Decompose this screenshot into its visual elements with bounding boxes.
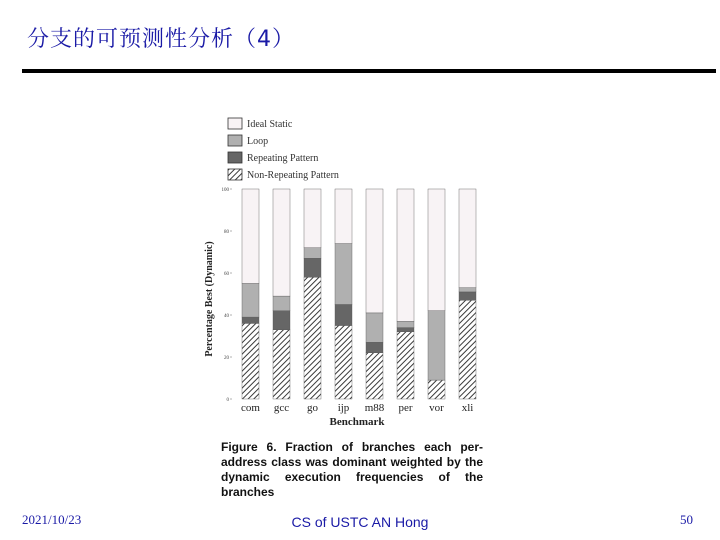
bar-go-repeating-pattern <box>304 258 321 277</box>
x-tick-label-vor: vor <box>429 402 444 414</box>
legend-label-non-repeating-pattern: Non-Repeating Pattern <box>247 170 339 181</box>
bar-per-ideal-static <box>397 189 414 321</box>
bar-m88-non-repeating-pattern <box>366 353 383 399</box>
y-axis <box>222 188 233 403</box>
x-tick-label-com: com <box>241 402 260 414</box>
figure-caption: Figure 6. Fraction of branches each per-address class was dominant weighted by the dynamic execution frequencies of the branches <box>221 440 483 499</box>
bar-xli-repeating-pattern <box>459 292 476 300</box>
bar-per-non-repeating-pattern <box>397 332 414 399</box>
footer-date: 2021/10/23 <box>22 512 82 527</box>
page-number: 50 <box>680 512 693 527</box>
bar-go-ideal-static <box>304 189 321 248</box>
legend <box>228 118 339 181</box>
bar-per-loop <box>397 321 414 327</box>
bar-ijp-ideal-static <box>335 189 352 244</box>
y-tick-label: 40 <box>224 314 229 319</box>
legend-label-loop: Loop <box>247 136 269 147</box>
legend-swatch-ideal-static <box>228 118 242 129</box>
bar-per-repeating-pattern <box>397 328 414 332</box>
x-tick-label-per: per <box>398 402 413 414</box>
y-tick-label: 100 <box>221 188 229 193</box>
bar-com-ideal-static <box>242 189 259 284</box>
bar-vor-non-repeating-pattern <box>428 380 445 399</box>
bar-gcc-non-repeating-pattern <box>273 330 290 399</box>
y-tick-label: 0 <box>226 398 229 403</box>
bar-m88-repeating-pattern <box>366 342 383 353</box>
bar-ijp-non-repeating-pattern <box>335 326 352 400</box>
title-rule <box>22 69 716 73</box>
y-axis-label: Percentage Best (Dynamic) <box>204 241 215 357</box>
bar-ijp-loop <box>335 244 352 305</box>
bar-m88-ideal-static <box>366 189 383 313</box>
x-tick-label-xli: xli <box>461 402 474 414</box>
bar-go-loop <box>304 248 321 258</box>
bar-xli-non-repeating-pattern <box>459 300 476 399</box>
bar-xli-ideal-static <box>459 189 476 288</box>
bar-go-non-repeating-pattern <box>304 277 321 399</box>
bars <box>242 189 476 399</box>
x-tick-label-go: go <box>307 402 318 414</box>
bar-xli-loop <box>459 288 476 292</box>
y-tick-label: 80 <box>224 230 229 235</box>
x-tick-label-m88: m88 <box>364 402 385 414</box>
x-axis-label: Benchmark <box>329 416 385 428</box>
y-tick-label: 20 <box>224 356 229 361</box>
legend-swatch-repeating-pattern <box>228 152 242 163</box>
legend-swatch-loop <box>228 135 242 146</box>
x-tick-label-gcc: gcc <box>273 402 290 414</box>
bar-vor-ideal-static <box>428 189 445 311</box>
legend-label-repeating-pattern: Repeating Pattern <box>247 153 319 164</box>
bar-vor-loop <box>428 311 445 380</box>
bar-com-loop <box>242 284 259 318</box>
bar-gcc-loop <box>273 296 290 311</box>
bar-gcc-ideal-static <box>273 189 290 296</box>
bar-com-repeating-pattern <box>242 317 259 323</box>
bar-com-non-repeating-pattern <box>242 323 259 399</box>
slide-title: 分支的可预测性分析（4） <box>27 27 295 52</box>
stacked-bar-chart <box>195 112 495 432</box>
chart <box>195 112 495 432</box>
bar-ijp-repeating-pattern <box>335 305 352 326</box>
bar-gcc-repeating-pattern <box>273 311 290 330</box>
y-tick-label: 60 <box>224 272 229 277</box>
x-axis <box>241 402 473 414</box>
legend-swatch-non-repeating-pattern <box>228 169 242 180</box>
bar-m88-loop <box>366 313 383 342</box>
footer-course: CS of USTC AN Hong <box>291 514 429 530</box>
x-tick-label-ijp: ijp <box>337 402 350 414</box>
legend-label-ideal-static: Ideal Static <box>247 119 293 130</box>
